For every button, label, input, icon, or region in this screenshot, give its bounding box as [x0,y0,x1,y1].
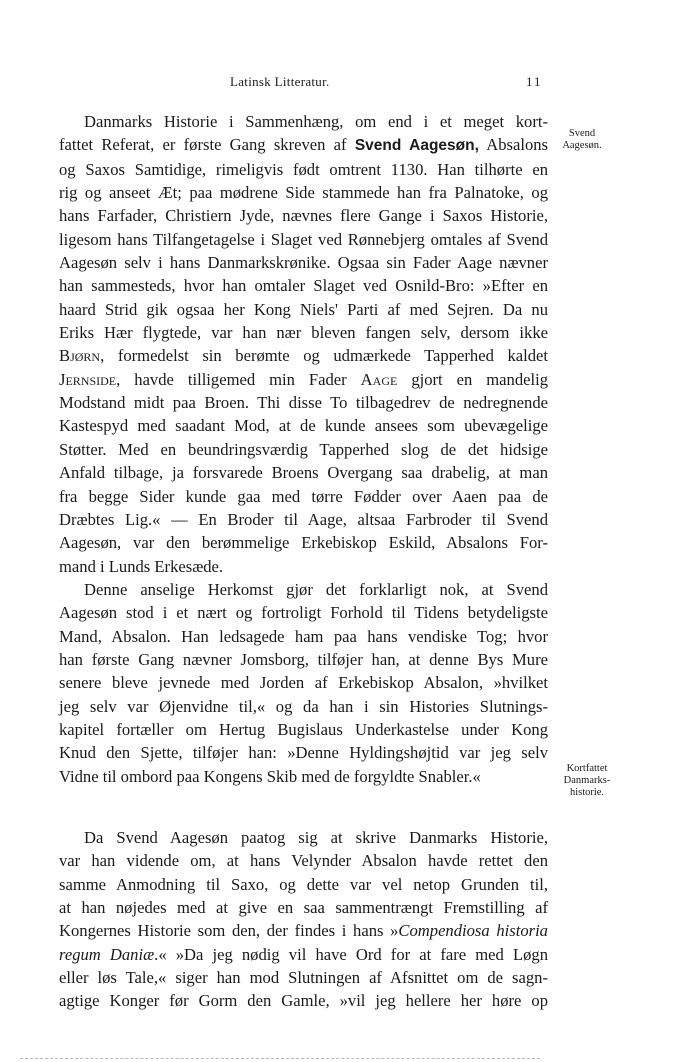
marginal-note-line: Danmarks- [563,775,611,786]
text-line [59,368,548,391]
marginal-note-svend-aagesoen [554,128,610,152]
small-caps-name: Aage [360,369,398,389]
text-line: Støtter. Med en beundringsværdig Tapperhed slog de det hidsige [59,439,548,459]
text-line: Eriks Hær flygtede, var han nær bleven fangen selv, dersom ikke [59,323,548,343]
text-line [59,919,548,942]
small-caps-name: Bjørn, [59,346,105,366]
text-line: fra begge Sider kunde gaa med tørre Fødder over Aaen paa de [59,486,548,506]
text-line: agtige Konger før Gorm den Gamle, »vil jeg hellere her høre op [59,991,548,1011]
text-span: fattet Referat, er første Gang skreven af [59,135,347,155]
scan-edge-rule [20,1058,540,1059]
text-line: han første Gang nævner Jomsborg, tilføjer han, at denne Bys Mure [59,649,548,669]
text-line: at han nøjedes med at give en saa sammentrængt Fremstilling af [59,898,548,917]
text-line: rig og anseet Æt; paa mødrene Side stammede han fra Palnatoke, og [59,183,548,203]
marginal-note-line: Svend [568,128,596,139]
text-span: formedelst sin berømte og udmærkede Tapperhed kaldet [117,346,548,366]
marginal-note-line: Kortfattet [566,763,608,774]
text-line: haard Strid gik ogsaa her Kong Niels' Parti af med Sejren. Da nu [59,299,548,319]
text-line: Dræbtes Lig.« — En Broder til Aage, altsaa Farbroder til Svend [59,509,548,529]
text-line: kapitel fortæller om Hertug Bugislaus Underkastelse under Kong [59,719,548,739]
text-line: Aagesøn selv i hans Danmarkskrønike. Ogsaa sin Fader Aage nævner [59,253,548,273]
text-span: gjort en mandelig [411,369,549,389]
marginal-note-line: historie. [569,787,605,798]
text-line: Aagesøn, var den berømmelige Erkebiskop Eskild, Absalons For- [59,533,548,553]
text-line: Vidne til ombord paa Kongens Skib med de forgyldte Snabler.« [59,766,481,786]
text-line: Aagesøn stod i et nært og fortroligt Forhold til Tidens betydeligste [59,603,548,623]
text-line [59,133,548,157]
paragraph-2 [59,578,548,788]
marginal-note-line: Aagesøn. [562,140,602,151]
marginal-note-kortfattet [555,763,619,799]
text-line: Danmarks Historie i Sammenhæng, om end i et meget kort- [84,112,548,131]
text-line: var han vidende om, at hans Velynder Absalon havde rettet den [59,851,548,871]
running-title: Latinsk Litteratur. [230,74,330,89]
text-line: Denne anselige Herkomst gjør det forklarligt nok, at Svend [84,579,548,599]
work-title: regum Daniæ [59,944,155,964]
text-line: jeg selv var Øjenvidne til,« og da han i sin Histories Slutnings- [59,696,548,716]
text-line: Kastespyd med saadant Mod, at de kunde ansees som ubevægelige [59,416,548,436]
author-name: Svend Aagesøn, [354,137,479,155]
text-line: og Saxos Samtidige, rimeligvis født omtrent 1130. Han tilhørte en [59,159,548,179]
section-gap [59,788,548,826]
text-line: eller løs Tale,« siger han mod Slutningen af Afsnittet om de sagn- [59,968,548,988]
text-line: samme Anmodning til Saxo, og dette var vel netop Grunden til, [59,874,548,894]
text-span: havde tilligemed min Fader [134,369,347,389]
text-line: Anfald tilbage, ja forsvarede Broens Overgang saa drabelig, at man [59,463,548,483]
text-line: Knud den Sjette, tilføjer han: »Denne Hyldingshøjtid var jeg selv [59,743,548,763]
text-line: Mand, Absalon. Han ledsagede ham paa hans vendiske Tog; hvor [59,626,548,646]
text-line: Modstand midt paa Broen. Thi disse To tilbagedrev de nedregnende [59,393,548,413]
text-line: senere bleve jevnede med Jorden af Erkebiskop Absalon, »hvilket [59,673,548,693]
text-line: ligesom hans Tilfangetagelse i Slaget ved Rønnebjerg omtales af Svend [59,229,548,249]
text-line: han sammesteds, hvor han omtaler Slaget ved Osnild-Bro: »Efter en [59,276,548,296]
paragraph-1 [59,110,548,578]
work-title: Compendiosa historia [398,921,548,941]
body-text [59,110,548,1013]
page-number: 11 [526,74,543,89]
text-line: hans Farfader, Christiern Jyde, nævnes flere Gange i Saxos Historie, [59,206,548,226]
text-line [59,344,548,367]
text-line: mand i Lunds Erkesæde. [59,556,224,576]
text-span: Kongernes Historie som den, der findes i hans » [59,921,399,941]
small-caps-name: Jernside, [59,369,121,389]
text-line: Da Svend Aagesøn paatog sig at skrive Danmarks Historie, [84,827,548,847]
paragraph-3 [59,826,548,1013]
page-header [0,74,688,94]
text-span: .« »Da jeg nødig vil have Ord for at fare med Løgn [154,944,548,964]
text-line [59,943,548,966]
text-span: Absalons [486,135,549,155]
